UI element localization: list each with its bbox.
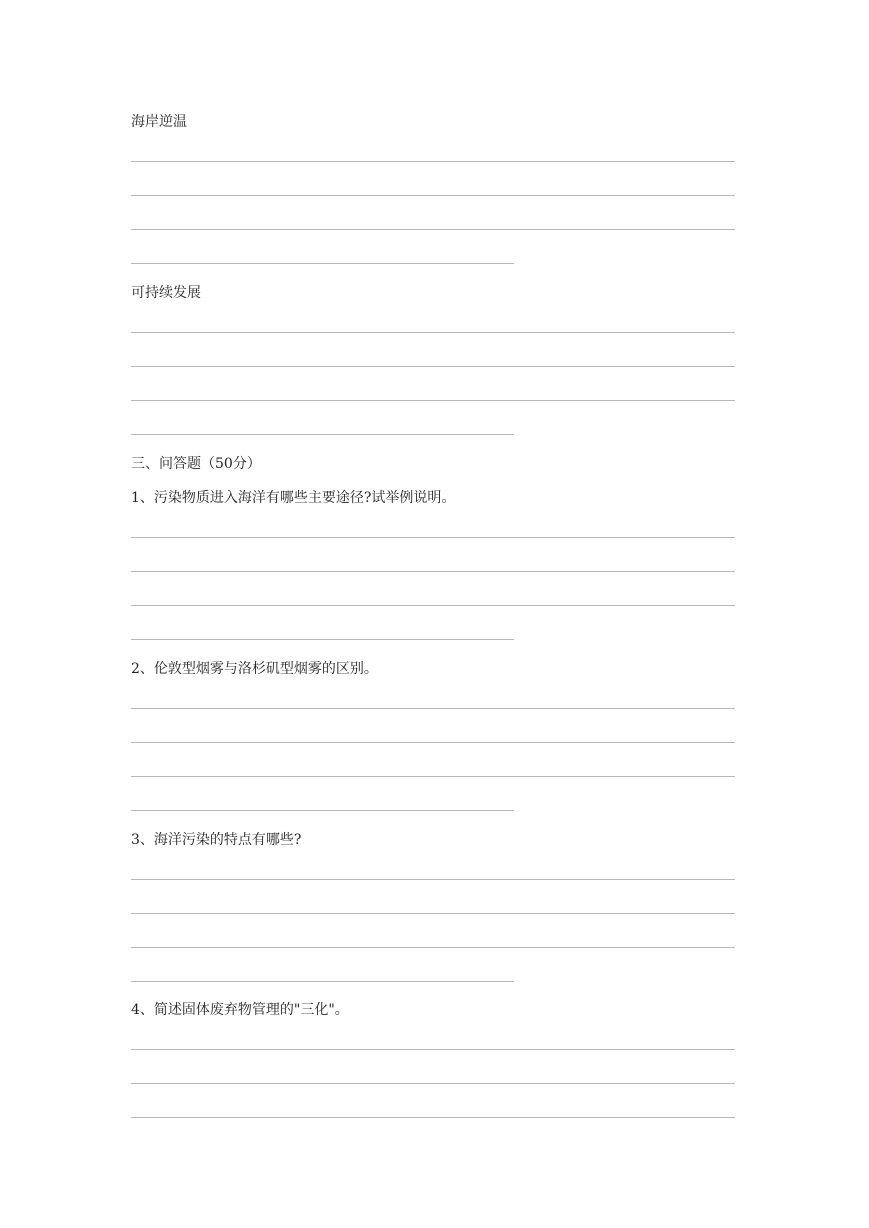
- answer-line: [131, 1083, 735, 1084]
- answer-line: [131, 810, 514, 811]
- answer-line: [131, 708, 735, 709]
- answer-line: [131, 161, 735, 162]
- answer-line: [131, 981, 514, 982]
- answer-line: [131, 947, 735, 948]
- answer-line: [131, 332, 735, 333]
- answer-line: [131, 229, 735, 230]
- answer-line: [131, 913, 735, 914]
- answer-line: [131, 742, 735, 743]
- question-1: 1、污染物质进入海洋有哪些主要途径?试举例说明。: [131, 490, 456, 506]
- answer-line: [131, 776, 735, 777]
- answer-line: [131, 1049, 735, 1050]
- answer-line: [131, 195, 735, 196]
- answer-line: [131, 434, 514, 435]
- answer-line: [131, 1117, 735, 1118]
- answer-line: [131, 400, 735, 401]
- answer-line: [131, 537, 735, 538]
- term-sustainable-development: 可持续发展: [131, 285, 201, 301]
- answer-line: [131, 639, 514, 640]
- question-2: 2、伦敦型烟雾与洛杉矶型烟雾的区别。: [131, 661, 378, 677]
- answer-line: [131, 263, 514, 264]
- question-3: 3、海洋污染的特点有哪些?: [131, 832, 302, 848]
- answer-line: [131, 366, 735, 367]
- answer-line: [131, 571, 735, 572]
- section-3-title: 三、问答题（50分）: [131, 456, 261, 472]
- term-coastal-inversion: 海岸逆温: [131, 114, 187, 130]
- answer-line: [131, 605, 735, 606]
- question-4: 4、简述固体废弃物管理的"三化"。: [131, 1002, 349, 1018]
- answer-line: [131, 879, 735, 880]
